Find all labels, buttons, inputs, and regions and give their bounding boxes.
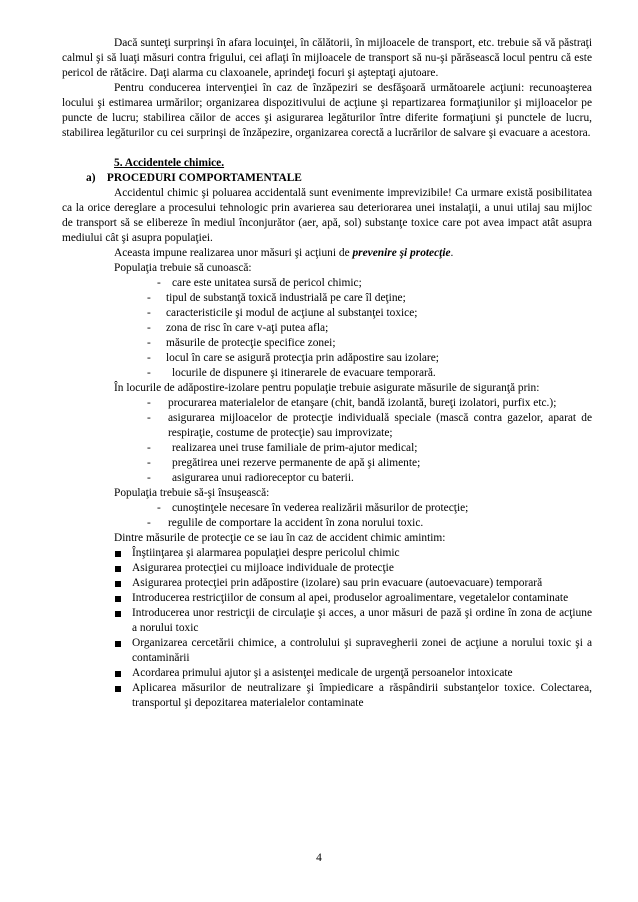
list-item: Înştiinţarea şi alarmarea populaţiei despre pericolul chimic (62, 546, 592, 561)
list-item: Aplicarea măsurilor de neutralizare şi împiedicare a răspândirii substanţelor toxice. Colectarea, transportul şi depozitarea materialelor contaminate (62, 681, 592, 711)
square-bullet-icon (115, 596, 121, 602)
square-bullet-icon (115, 686, 121, 692)
paragraph-intervention: Pentru conducerea intervenţiei în caz de înzăpeziri se desfăşoară următoarele acţiuni: recunoaşterea locului şi estimarea urmărilor; organizarea dispozitivului de acţiune şi repartizarea formaţiunilor şi mijloacelor pe puncte de lucru; stabilirea căilor de acces şi asigurarea legăturilor între diferite formaţiuni şi punctele de lucru, stabilirea legăturilor cu cei surprinşi de înzăpezire, organizarea corectă a lucrărilor de salvare şi evacuare a acestora. (62, 82, 592, 139)
list-item: - regulile de comportare la accident în zona norului toxic. (147, 517, 424, 529)
list-item: Asigurarea protecţiei prin adăpostire (izolare) sau prin evacuare (autoevacuare) temporară (62, 576, 592, 591)
list-item: - asigurarea unui radioreceptor cu baterii. (147, 472, 354, 484)
square-bullet-icon (115, 581, 121, 587)
list-item: Introducerea restricţiilor de consum al apei, produselor agroalimentare, vegetalelor contaminate (62, 591, 592, 606)
square-bullet-icon (115, 566, 121, 572)
list-item: - cunoştinţele necesare în vederea realizării măsurilor de protecţie; (157, 502, 469, 514)
list-item: - tipul de substanţă toxică industrială pe care îl deţine; (147, 292, 406, 304)
learn-heading: Populaţia trebuie să-şi însuşească: (114, 487, 270, 499)
spacer (62, 141, 592, 156)
paragraph-surprised-outside: Dacă sunteţi surprinşi în afara locuinţei, în călătorii, în mijloacele de transport, etc. trebuie să vă păstraţi calmul şi să luaţi măsuri contra frigului, cei aflaţi în mijloacele de transport să nu-şi părăsească locul pentru că este pericol de rătăcire. Daţi alarma cu claxoanele, aprindeţi focuri şi aşteptaţi ajutoare. (62, 37, 592, 79)
list-item: Acordarea primului ajutor şi a asistenţei medicale de urgenţă persoanelor intoxicate (62, 666, 592, 681)
subsection-title (62, 171, 592, 186)
list-item: - pregătirea unei rezerve permanente de apă şi alimente; (147, 457, 421, 469)
know-list (62, 276, 592, 381)
subsection-heading: PROCEDURI COMPORTAMENTALE (106, 172, 302, 184)
list-item: - caracteristicile şi modul de acţiune al substanţei toxice; (147, 307, 418, 319)
page-number: 4 (316, 852, 322, 864)
square-bullet-icon (115, 611, 121, 617)
measures-prefix: Aceasta impune realizarea unor măsuri şi acţiuni de (114, 247, 353, 259)
list-item: Introducerea unor restricţii de circulaţie şi acces, a unor măsuri de pază şi ordine în zona de acţiune a norului toxic (62, 606, 592, 636)
list-item: - zona de risc în care v-aţi putea afla; (147, 322, 329, 334)
measures-line (62, 246, 592, 261)
measures-suffix: . (450, 247, 454, 259)
learn-list (62, 501, 592, 531)
list-item: Asigurarea protecţiei cu mijloace individuale de protecţie (62, 561, 592, 576)
list-item: - asigurarea mijloacelor de protecţie individuală speciale (mască contra gazelor, aparat de respiraţie, costume de protecţie) sau improvizate; (147, 412, 592, 439)
measures-emphasis: prevenire şi protecţie (352, 247, 451, 259)
shelter-list (62, 396, 592, 486)
list-item: Organizarea cercetării chimice, a controlului şi supravegherii zonei de acţiune a norului toxic şi a contaminării (62, 636, 592, 666)
square-bullet-icon (115, 641, 121, 647)
list-item: - locul în care se asigură protecţia prin adăpostire sau izolare; (147, 352, 439, 364)
list-item: - care este unitatea sursă de pericol chimic; (157, 277, 362, 289)
list-item: - măsurile de protecţie specifice zonei; (147, 337, 336, 349)
shelter-intro: În locurile de adăpostire-izolare pentru populaţie trebuie asigurate măsurile de siguranţă prin: (114, 382, 540, 394)
subsection-label: a) (86, 172, 96, 184)
protect-list (62, 546, 592, 711)
document-page (62, 36, 592, 711)
square-bullet-icon (115, 671, 121, 677)
paragraph-intro: Accidentul chimic şi poluarea accidentală sunt evenimente imprevizibile! Ca urmare există posibilitatea ca la orice dereglare a procesului tehnologic prin avarierea sau deteriorarea unei instalaţii, a unui utilaj sau mijloc de transport să se elibereze în mediul înconjurător (aer, apă, sol) substanţe toxice care pot avea impact atât asupra mediului cât şi asupra populaţiei. (62, 187, 592, 244)
list-item: - procurarea materialelor de etanşare (chit, bandă izolantă, bureţi izolatori, purfix etc.); (147, 397, 557, 409)
square-bullet-icon (115, 551, 121, 557)
list-item: - realizarea unei truse familiale de prim-ajutor medical; (147, 442, 418, 454)
section-title: 5. Accidentele chimice. (114, 157, 225, 169)
list-item: - locurile de dispunere şi itinerarele de evacuare temporară. (147, 367, 436, 379)
protect-heading: Dintre măsurile de protecţie ce se iau în caz de accident chimic amintim: (114, 532, 446, 544)
know-heading: Populaţia trebuie să cunoască: (114, 262, 252, 274)
